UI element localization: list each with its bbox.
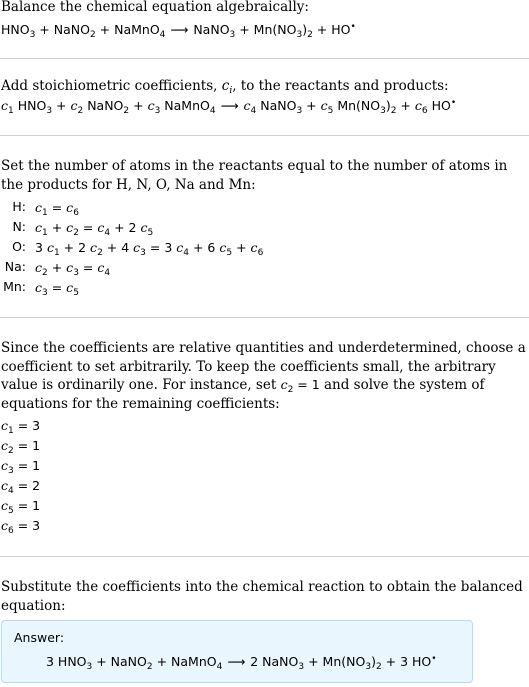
- section3-intro: Set the number of atoms in the reactants equal to the number of atoms in the products for H, N, O, Na and Mn:: [1, 158, 508, 193]
- solution-c5: $c_5 = 1$: [1, 498, 41, 516]
- atom-equation-mn: $c_3 = c_5$: [35, 280, 79, 298]
- section5-intro: Substitute the coefficients into the chemical reaction to obtain the balanced equation:: [1, 579, 523, 614]
- atom-equation-o: 3 $c_1 + 2$ $c_2 + 4$ $c_3 = 3$ $c_4 + 6$ $c_5 + c_6$: [35, 240, 264, 258]
- solution-c1: $c_1 = 3$: [1, 418, 41, 436]
- section2-intro: Add stoichiometric coefficients, $c_i$, to the reactants and products:: [1, 78, 449, 96]
- solution-c2: $c_2 = 1$: [1, 438, 41, 456]
- divider-1: [0, 58, 529, 59]
- divider-3: [0, 317, 529, 318]
- atom-equation-n: $c_1 + c_2 = c_4 + 2$ $c_5$: [35, 220, 154, 238]
- solution-c4: $c_4 = 2$: [1, 478, 41, 496]
- answer-box: [1, 620, 473, 683]
- atom-label-n: N:: [12, 219, 26, 234]
- divider-4: [0, 556, 529, 557]
- answer-equation: 3 $HNO_3$ + NaNO$_2$ + NaMnO$_4$ ⟶ 2 NaNO$_3$ + $Mn(NO_3)_2 + 3$ HO•: [46, 654, 437, 672]
- atom-label-mn: Mn:: [3, 279, 26, 294]
- answer-label: Answer:: [14, 630, 65, 645]
- atom-equation-na: $c_2 + c_3 = c_4$: [35, 260, 111, 278]
- atom-label-h: H:: [12, 199, 26, 214]
- section2-equation: $c_1$ $HNO_3 + c_2$ NaNO$_2$ + $c_3$ NaMnO$_4$ ⟶ $c_4$ NaNO$_3$ + $c_5$ $Mn(NO_3)_2 + c_6$ HO•: [1, 98, 457, 116]
- atom-label-o: O:: [12, 239, 26, 254]
- divider-2: [0, 135, 529, 136]
- section1-intro: Balance the chemical equation algebraically:: [1, 0, 309, 15]
- solution-c6: $c_6 = 3$: [1, 518, 41, 536]
- section1-equation: $HNO_3$ + NaNO$_2$ + NaMnO$_4$ ⟶ NaNO$_3$ + $Mn(NO_3)_2 + HO^•$: [1, 22, 356, 40]
- atom-label-na: Na:: [4, 259, 26, 274]
- section4-intro: Since the coefficients are relative quantities and underdetermined, choose a coefficient to set arbitrarily. To keep the coefficients small, the arbitrary value is ordinarily one. For instance, set $c_2 = 1$ and solve the system of equations for the remaining coefficients:: [1, 340, 526, 412]
- atom-equation-h: $c_1 = c_6$: [35, 200, 79, 218]
- solution-c3: $c_3 = 1$: [1, 458, 41, 476]
